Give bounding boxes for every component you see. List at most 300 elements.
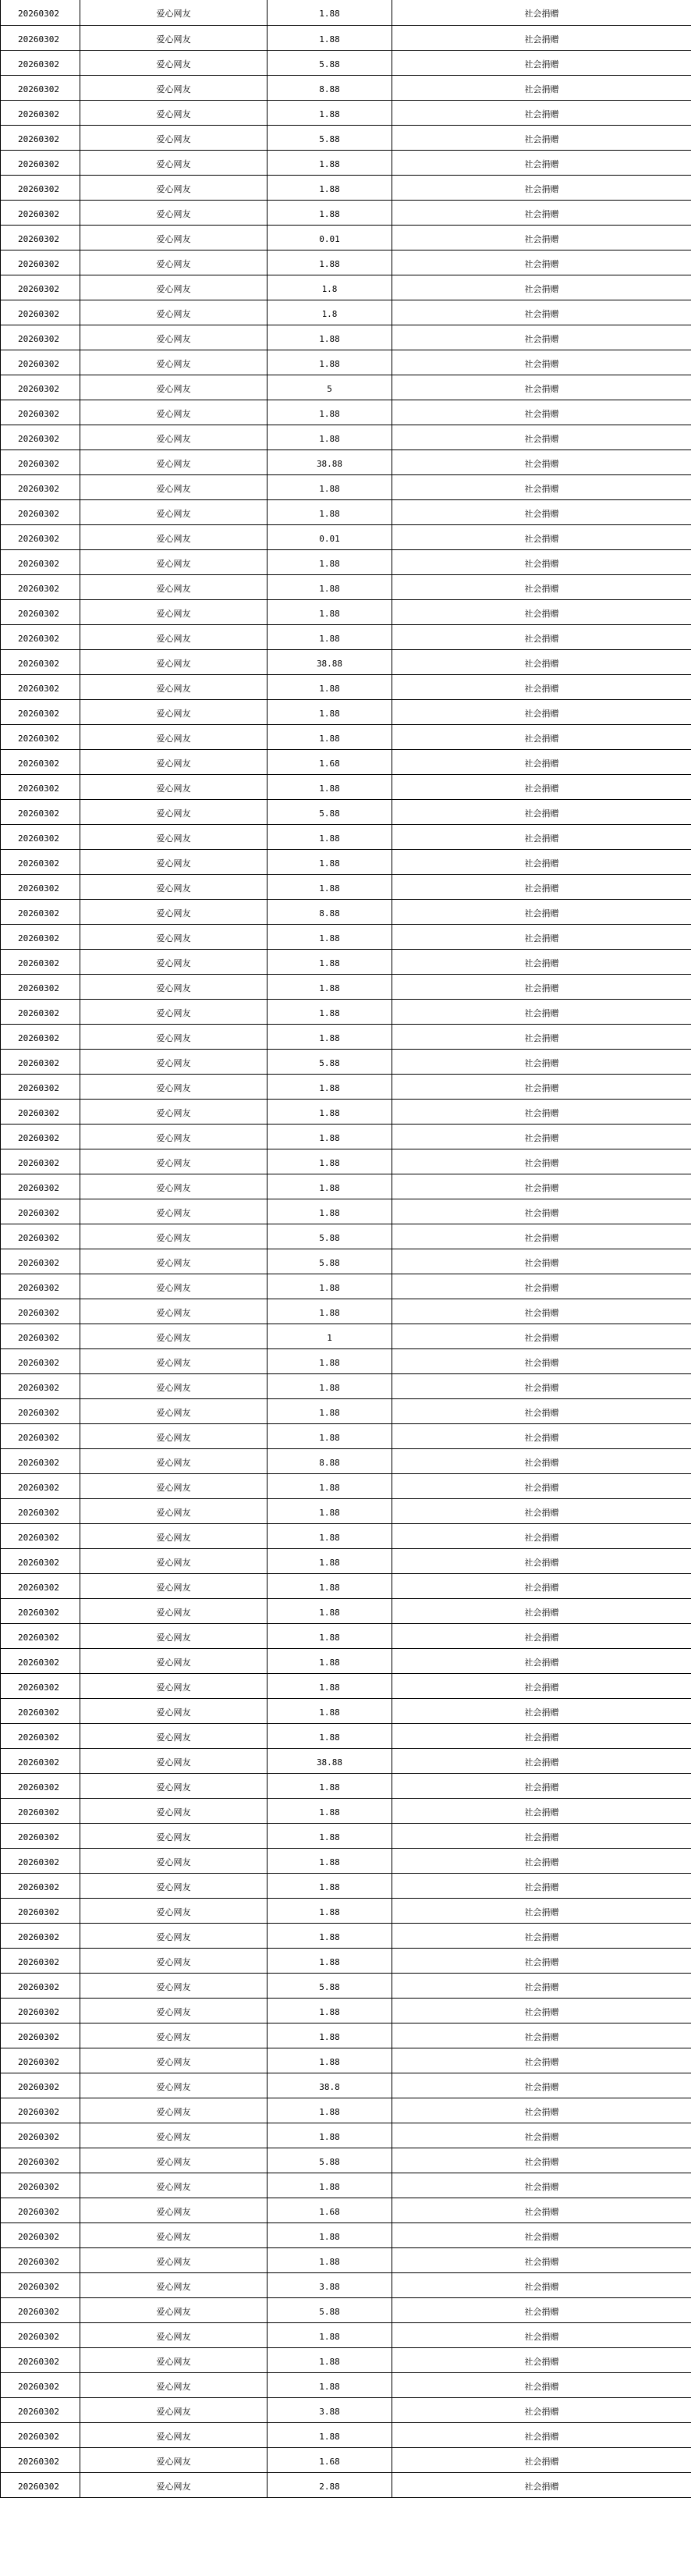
amount-cell: 1 (268, 1324, 392, 1348)
table-row (1, 774, 691, 799)
donor-cell: 爱心网友 (80, 1498, 268, 1523)
donation-type-cell: 社会捐赠 (392, 150, 691, 175)
donor-cell: 爱心网友 (80, 1648, 268, 1673)
table-row (1, 175, 691, 200)
date-cell: 20260302 (1, 1723, 80, 1748)
date-cell: 20260302 (1, 1498, 80, 1523)
donation-type-cell: 社会捐赠 (392, 1548, 691, 1573)
donation-type-cell: 社会捐赠 (392, 1648, 691, 1673)
amount-cell: 1.88 (268, 1873, 392, 1898)
date-cell: 20260302 (1, 125, 80, 150)
donor-cell: 爱心网友 (80, 2173, 268, 2198)
amount-cell: 1.88 (268, 1573, 392, 1598)
table-row (1, 1748, 691, 1773)
date-cell: 20260302 (1, 824, 80, 849)
donor-cell: 爱心网友 (80, 1049, 268, 1074)
donation-type-cell: 社会捐赠 (392, 1948, 691, 1973)
donation-type-cell: 社会捐赠 (392, 75, 691, 100)
amount-cell: 1.88 (268, 1348, 392, 1373)
donation-type-cell: 社会捐赠 (392, 1598, 691, 1623)
amount-cell: 5 (268, 375, 392, 400)
table-row (1, 150, 691, 175)
amount-cell: 38.88 (268, 449, 392, 474)
table-row (1, 2447, 691, 2472)
amount-cell: 1.8 (268, 300, 392, 325)
donor-cell: 爱心网友 (80, 549, 268, 574)
donation-type-cell: 社会捐赠 (392, 1923, 691, 1948)
donation-type-cell: 社会捐赠 (392, 1174, 691, 1199)
table-row (1, 200, 691, 225)
amount-cell: 1.88 (268, 2247, 392, 2272)
donation-type-cell: 社会捐赠 (392, 0, 691, 25)
table-row (1, 1823, 691, 1848)
donation-type-cell: 社会捐赠 (392, 2173, 691, 2198)
date-cell: 20260302 (1, 1573, 80, 1598)
date-cell: 20260302 (1, 699, 80, 724)
amount-cell: 1.88 (268, 1199, 392, 1224)
amount-cell: 5.88 (268, 799, 392, 824)
donor-cell: 爱心网友 (80, 1124, 268, 1149)
donation-type-cell: 社会捐赠 (392, 1274, 691, 1299)
donation-type-cell: 社会捐赠 (392, 1398, 691, 1423)
donor-cell: 爱心网友 (80, 774, 268, 799)
donation-type-cell: 社会捐赠 (392, 1299, 691, 1324)
amount-cell: 1.88 (268, 200, 392, 225)
amount-cell: 1.88 (268, 2422, 392, 2447)
table-row (1, 1423, 691, 1448)
amount-cell: 0.01 (268, 225, 392, 250)
amount-cell: 1.88 (268, 1423, 392, 1448)
donor-cell: 爱心网友 (80, 1573, 268, 1598)
donation-type-cell: 社会捐赠 (392, 2222, 691, 2247)
donor-cell: 爱心网友 (80, 1199, 268, 1224)
table-row (1, 1124, 691, 1149)
date-cell: 20260302 (1, 0, 80, 25)
amount-cell: 1.88 (268, 1099, 392, 1124)
date-cell: 20260302 (1, 449, 80, 474)
table-row (1, 75, 691, 100)
table-row (1, 1274, 691, 1299)
date-cell: 20260302 (1, 300, 80, 325)
donation-type-cell: 社会捐赠 (392, 2247, 691, 2272)
amount-cell: 3.88 (268, 2272, 392, 2297)
donor-cell: 爱心网友 (80, 574, 268, 599)
amount-cell: 1.88 (268, 2173, 392, 2198)
table-row (1, 874, 691, 899)
donor-cell: 爱心网友 (80, 250, 268, 275)
donation-type-cell: 社会捐赠 (392, 1049, 691, 1074)
date-cell: 20260302 (1, 574, 80, 599)
donor-cell: 爱心网友 (80, 724, 268, 749)
table-row (1, 849, 691, 874)
amount-cell: 5.88 (268, 1224, 392, 1249)
table-row (1, 824, 691, 849)
donation-type-cell: 社会捐赠 (392, 974, 691, 999)
donor-cell: 爱心网友 (80, 649, 268, 674)
date-cell: 20260302 (1, 1798, 80, 1823)
donation-type-cell: 社会捐赠 (392, 2397, 691, 2422)
donor-cell: 爱心网友 (80, 1348, 268, 1373)
table-row (1, 1074, 691, 1099)
date-cell: 20260302 (1, 200, 80, 225)
donor-cell: 爱心网友 (80, 624, 268, 649)
date-cell: 20260302 (1, 2198, 80, 2222)
amount-cell: 1.88 (268, 400, 392, 425)
donation-type-cell: 社会捐赠 (392, 1348, 691, 1373)
table-row (1, 674, 691, 699)
date-cell: 20260302 (1, 799, 80, 824)
date-cell: 20260302 (1, 1299, 80, 1324)
table-row (1, 1099, 691, 1124)
date-cell: 20260302 (1, 749, 80, 774)
donation-type-cell: 社会捐赠 (392, 325, 691, 350)
donor-cell: 爱心网友 (80, 1174, 268, 1199)
donation-type-cell: 社会捐赠 (392, 225, 691, 250)
date-cell: 20260302 (1, 1274, 80, 1299)
amount-cell: 2.88 (268, 2472, 392, 2497)
table-row (1, 2198, 691, 2222)
amount-cell: 1.88 (268, 874, 392, 899)
table-row (1, 524, 691, 549)
donation-type-cell: 社会捐赠 (392, 649, 691, 674)
date-cell: 20260302 (1, 1024, 80, 1049)
donation-type-cell: 社会捐赠 (392, 2198, 691, 2222)
table-row (1, 899, 691, 924)
donation-type-cell: 社会捐赠 (392, 2272, 691, 2297)
amount-cell: 1.88 (268, 2322, 392, 2347)
date-cell: 20260302 (1, 1224, 80, 1249)
donation-type-cell: 社会捐赠 (392, 2123, 691, 2148)
table-row (1, 2148, 691, 2173)
donation-type-cell: 社会捐赠 (392, 849, 691, 874)
donation-type-cell: 社会捐赠 (392, 1798, 691, 1823)
date-cell: 20260302 (1, 649, 80, 674)
date-cell: 20260302 (1, 1973, 80, 1998)
table-row (1, 2472, 691, 2497)
table-row (1, 1973, 691, 1998)
table-row (1, 325, 691, 350)
amount-cell: 8.88 (268, 1448, 392, 1473)
table-row (1, 50, 691, 75)
amount-cell: 5.88 (268, 1049, 392, 1074)
amount-cell: 1.88 (268, 699, 392, 724)
table-row (1, 1898, 691, 1923)
table-row (1, 1049, 691, 1074)
table-row (1, 2322, 691, 2347)
donation-type-cell: 社会捐赠 (392, 1324, 691, 1348)
amount-cell: 1.88 (268, 624, 392, 649)
table-row (1, 1923, 691, 1948)
table-row (1, 499, 691, 524)
amount-cell: 1.88 (268, 549, 392, 574)
date-cell: 20260302 (1, 2247, 80, 2272)
donor-cell: 爱心网友 (80, 1473, 268, 1498)
table-row (1, 1224, 691, 1249)
table-row (1, 1698, 691, 1723)
donation-type-cell: 社会捐赠 (392, 1673, 691, 1698)
donation-type-cell: 社会捐赠 (392, 699, 691, 724)
donation-type-cell: 社会捐赠 (392, 1573, 691, 1598)
table-row (1, 949, 691, 974)
table-row (1, 1573, 691, 1598)
donor-cell: 爱心网友 (80, 974, 268, 999)
donation-type-cell: 社会捐赠 (392, 724, 691, 749)
table-row (1, 2048, 691, 2073)
amount-cell: 1.88 (268, 2023, 392, 2048)
table-row (1, 1299, 691, 1324)
date-cell: 20260302 (1, 2322, 80, 2347)
date-cell: 20260302 (1, 2372, 80, 2397)
donor-cell: 爱心网友 (80, 1398, 268, 1423)
amount-cell: 1.88 (268, 924, 392, 949)
table-row (1, 1473, 691, 1498)
donation-type-cell: 社会捐赠 (392, 1199, 691, 1224)
date-cell: 20260302 (1, 1823, 80, 1848)
date-cell: 20260302 (1, 1948, 80, 1973)
donation-type-cell: 社会捐赠 (392, 2148, 691, 2173)
donation-type-cell: 社会捐赠 (392, 425, 691, 449)
amount-cell: 1.88 (268, 499, 392, 524)
amount-cell: 5.88 (268, 50, 392, 75)
donor-cell: 爱心网友 (80, 2123, 268, 2148)
donation-type-cell: 社会捐赠 (392, 200, 691, 225)
date-cell: 20260302 (1, 1149, 80, 1174)
donor-cell: 爱心网友 (80, 849, 268, 874)
table-row (1, 2173, 691, 2198)
date-cell: 20260302 (1, 549, 80, 574)
donation-type-cell: 社会捐赠 (392, 749, 691, 774)
amount-cell: 1.88 (268, 1698, 392, 1723)
donor-cell: 爱心网友 (80, 449, 268, 474)
amount-cell: 1.88 (268, 1948, 392, 1973)
donation-type-cell: 社会捐赠 (392, 2472, 691, 2497)
amount-cell: 1.88 (268, 1923, 392, 1948)
donor-cell: 爱心网友 (80, 325, 268, 350)
amount-cell: 1.88 (268, 150, 392, 175)
table-row (1, 225, 691, 250)
donation-type-cell: 社会捐赠 (392, 999, 691, 1024)
donor-cell: 爱心网友 (80, 2322, 268, 2347)
donation-type-cell: 社会捐赠 (392, 2048, 691, 2073)
table-row (1, 1174, 691, 1199)
donation-type-cell: 社会捐赠 (392, 2297, 691, 2322)
donation-type-cell: 社会捐赠 (392, 1224, 691, 1249)
date-cell: 20260302 (1, 2472, 80, 2497)
donor-cell: 爱心网友 (80, 799, 268, 824)
donor-cell: 爱心网友 (80, 300, 268, 325)
donor-cell: 爱心网友 (80, 2397, 268, 2422)
donation-type-cell: 社会捐赠 (392, 1473, 691, 1498)
donor-cell: 爱心网友 (80, 2148, 268, 2173)
table-row (1, 749, 691, 774)
donation-type-cell: 社会捐赠 (392, 799, 691, 824)
donation-type-cell: 社会捐赠 (392, 2023, 691, 2048)
donation-table-body (1, 0, 691, 2497)
amount-cell: 1.88 (268, 1898, 392, 1923)
donor-cell: 爱心网友 (80, 2073, 268, 2098)
donation-type-cell: 社会捐赠 (392, 1823, 691, 1848)
date-cell: 20260302 (1, 724, 80, 749)
table-row (1, 2297, 691, 2322)
donation-type-cell: 社会捐赠 (392, 1124, 691, 1149)
donation-type-cell: 社会捐赠 (392, 175, 691, 200)
table-row (1, 699, 691, 724)
table-row (1, 1249, 691, 1274)
date-cell: 20260302 (1, 924, 80, 949)
table-row (1, 724, 691, 749)
table-row (1, 2222, 691, 2247)
amount-cell: 0.01 (268, 524, 392, 549)
donation-type-cell: 社会捐赠 (392, 674, 691, 699)
donation-type-cell: 社会捐赠 (392, 375, 691, 400)
amount-cell: 1.88 (268, 2347, 392, 2372)
donation-type-cell: 社会捐赠 (392, 100, 691, 125)
amount-cell: 1.88 (268, 1848, 392, 1873)
table-row (1, 2422, 691, 2447)
date-cell: 20260302 (1, 1673, 80, 1698)
amount-cell: 1.88 (268, 1548, 392, 1573)
donation-type-cell: 社会捐赠 (392, 2347, 691, 2372)
date-cell: 20260302 (1, 1623, 80, 1648)
donation-type-cell: 社会捐赠 (392, 449, 691, 474)
donor-cell: 爱心网友 (80, 1249, 268, 1274)
donor-cell: 爱心网友 (80, 400, 268, 425)
date-cell: 20260302 (1, 1648, 80, 1673)
amount-cell: 1.88 (268, 774, 392, 799)
table-row (1, 1848, 691, 1873)
donor-cell: 爱心网友 (80, 2098, 268, 2123)
donor-cell: 爱心网友 (80, 474, 268, 499)
amount-cell: 1.88 (268, 100, 392, 125)
table-row (1, 25, 691, 50)
amount-cell: 1.88 (268, 1024, 392, 1049)
date-cell: 20260302 (1, 1848, 80, 1873)
table-row (1, 924, 691, 949)
amount-cell: 1.88 (268, 1373, 392, 1398)
date-cell: 20260302 (1, 2048, 80, 2073)
amount-cell: 1.88 (268, 350, 392, 375)
date-cell: 20260302 (1, 1898, 80, 1923)
donor-cell: 爱心网友 (80, 2272, 268, 2297)
donor-cell: 爱心网友 (80, 1448, 268, 1473)
date-cell: 20260302 (1, 1698, 80, 1723)
donation-type-cell: 社会捐赠 (392, 2447, 691, 2472)
date-cell: 20260302 (1, 1174, 80, 1199)
donor-cell: 爱心网友 (80, 1274, 268, 1299)
date-cell: 20260302 (1, 1873, 80, 1898)
date-cell: 20260302 (1, 425, 80, 449)
donor-cell: 爱心网友 (80, 275, 268, 300)
donation-type-cell: 社会捐赠 (392, 549, 691, 574)
amount-cell: 1.88 (268, 325, 392, 350)
table-row (1, 1648, 691, 1673)
donation-type-cell: 社会捐赠 (392, 874, 691, 899)
amount-cell: 1.88 (268, 2123, 392, 2148)
donor-cell: 爱心网友 (80, 749, 268, 774)
date-cell: 20260302 (1, 1348, 80, 1373)
table-row (1, 2372, 691, 2397)
date-cell: 20260302 (1, 1423, 80, 1448)
donation-type-cell: 社会捐赠 (392, 1723, 691, 1748)
date-cell: 20260302 (1, 1748, 80, 1773)
donor-cell: 爱心网友 (80, 1748, 268, 1773)
date-cell: 20260302 (1, 999, 80, 1024)
amount-cell: 8.88 (268, 899, 392, 924)
donor-cell: 爱心网友 (80, 2447, 268, 2472)
table-row (1, 1798, 691, 1823)
date-cell: 20260302 (1, 1049, 80, 1074)
donation-type-cell: 社会捐赠 (392, 1024, 691, 1049)
amount-cell: 1.88 (268, 949, 392, 974)
date-cell: 20260302 (1, 225, 80, 250)
donor-cell: 爱心网友 (80, 1973, 268, 1998)
amount-cell: 1.8 (268, 275, 392, 300)
table-row (1, 1324, 691, 1348)
donor-cell: 爱心网友 (80, 1099, 268, 1124)
amount-cell: 1.88 (268, 1773, 392, 1798)
table-row (1, 449, 691, 474)
amount-cell: 1.88 (268, 1723, 392, 1748)
date-cell: 20260302 (1, 1199, 80, 1224)
donation-type-cell: 社会捐赠 (392, 774, 691, 799)
donation-type-cell: 社会捐赠 (392, 499, 691, 524)
amount-cell: 1.88 (268, 999, 392, 1024)
date-cell: 20260302 (1, 325, 80, 350)
date-cell: 20260302 (1, 2422, 80, 2447)
amount-cell: 1.88 (268, 849, 392, 874)
table-row (1, 1673, 691, 1698)
donor-cell: 爱心网友 (80, 1523, 268, 1548)
donor-cell: 爱心网友 (80, 225, 268, 250)
table-row (1, 2397, 691, 2422)
donor-cell: 爱心网友 (80, 75, 268, 100)
donor-cell: 爱心网友 (80, 2048, 268, 2073)
date-cell: 20260302 (1, 350, 80, 375)
amount-cell: 1.68 (268, 749, 392, 774)
donation-type-cell: 社会捐赠 (392, 1773, 691, 1798)
donor-cell: 爱心网友 (80, 874, 268, 899)
donation-type-cell: 社会捐赠 (392, 1898, 691, 1923)
date-cell: 20260302 (1, 774, 80, 799)
date-cell: 20260302 (1, 2098, 80, 2123)
amount-cell: 1.88 (268, 2222, 392, 2247)
donor-cell: 爱心网友 (80, 1723, 268, 1748)
date-cell: 20260302 (1, 1074, 80, 1099)
donation-type-cell: 社会捐赠 (392, 624, 691, 649)
donation-type-cell: 社会捐赠 (392, 1998, 691, 2023)
donor-cell: 爱心网友 (80, 499, 268, 524)
donation-type-cell: 社会捐赠 (392, 899, 691, 924)
amount-cell: 1.88 (268, 1823, 392, 1848)
table-row (1, 1448, 691, 1473)
date-cell: 20260302 (1, 949, 80, 974)
donor-cell: 爱心网友 (80, 949, 268, 974)
donation-type-cell: 社会捐赠 (392, 1973, 691, 1998)
donor-cell: 爱心网友 (80, 425, 268, 449)
amount-cell: 5.88 (268, 1973, 392, 1998)
donor-cell: 爱心网友 (80, 1074, 268, 1099)
donor-cell: 爱心网友 (80, 524, 268, 549)
date-cell: 20260302 (1, 375, 80, 400)
table-row (1, 1149, 691, 1174)
amount-cell: 1.68 (268, 2447, 392, 2472)
amount-cell: 1.88 (268, 574, 392, 599)
donor-cell: 爱心网友 (80, 0, 268, 25)
table-row (1, 375, 691, 400)
date-cell: 20260302 (1, 899, 80, 924)
donation-type-cell: 社会捐赠 (392, 924, 691, 949)
donor-cell: 爱心网友 (80, 1773, 268, 1798)
